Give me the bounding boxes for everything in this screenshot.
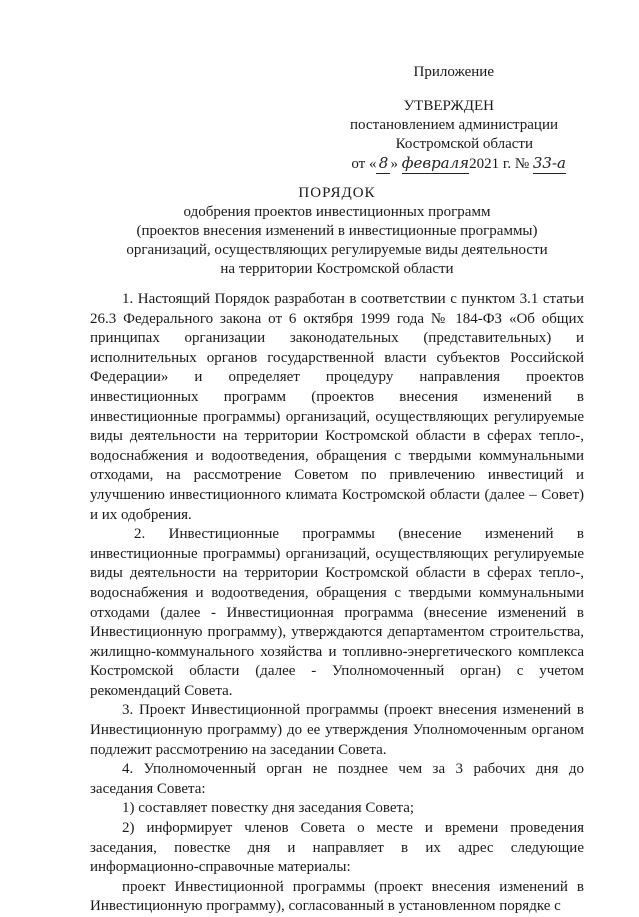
order-subtitle-3: организаций, осуществляющих регулируемые виды деятельности <box>126 242 548 258</box>
order-subtitle-1: одобрения проектов инвестиционных программ <box>183 204 491 220</box>
approval-date-line <box>260 153 566 174</box>
document-number: 33-а <box>532 154 566 172</box>
order-subtitle-4: на территории Костромской области <box>220 261 454 277</box>
date-year: 2021 г. № <box>469 156 530 172</box>
paragraph-1: 1. Настоящий Порядок разработан в соответствии с пунктом 3.1 статьи 26.3 Федерального закона от 6 октября 1999 года № 184-ФЗ «Об общих принципах организации законодательных (представительных) и исполнительных органов государственной власти субъектов Российской Федерации» и определяет процедуру направления проектов инвестиционных программ (проектов внесения изменений в инвестиционные программы) организаций, осуществляющих регулируемые виды деятельности на территории Костромской области в сферах тепло-, водоснабжения и водоотведения, обращения с твердыми коммунальными отходами, на рассмотрение Советом по привлечению инвестиций и улучшению инвестиционного климата Костромской области (далее – Совет) и их одобрения. <box>90 291 584 523</box>
approval-title: УТВЕРЖДЕН <box>403 98 494 114</box>
document-body <box>90 290 584 917</box>
date-day: 8 <box>376 153 390 174</box>
paragraph-4-item-2: 2) информирует членов Совета о месте и времени проведения заседания, повестке дня и направляет в их адрес следующие информационно-справочные материалы: <box>90 820 584 876</box>
paragraph-4-item-2-sub: проект Инвестиционной программы (проект внесения изменений в Инвестиционную программу), согласованный в установленном порядке с <box>90 878 584 915</box>
paragraph-3: 3. Проект Инвестиционной программы (проект внесения изменений в Инвестиционную программу) до ее утверждения Уполномоченным органом подлежит рассмотрению на заседании Совета. <box>90 702 584 758</box>
order-title: ПОРЯДОК <box>298 185 376 201</box>
date-month: февраля <box>401 154 470 172</box>
appendix-label: Приложение <box>413 64 494 80</box>
paragraph-2: 2. Инвестиционные программы (внесение изменений в инвестиционные программы) организаций, осуществляющих регулируемые виды деятельности на территории Костромской области в сферах тепло-, водоснабжения и водоотведения, обращения с твердыми коммунальными отходами (далее - Инвестиционная программа (внесение изменений в Инвестиционную программу), утверждаются департаментом строительства, жилищно-коммунального хозяйства и топливно-энергетического комплекса Костромской области (далее - Уполномоченный орган) с учетом рекомендаций Совета. <box>90 526 584 699</box>
date-mid: » <box>390 156 398 172</box>
approval-line-1: постановлением администрации <box>350 117 558 133</box>
paragraph-4: 4. Уполномоченный орган не позднее чем за 3 рабочих дня до заседания Совета: <box>90 761 584 797</box>
order-subtitle-2: (проектов внесения изменений в инвестиционные программы) <box>136 223 538 239</box>
paragraph-4-item-1: 1) составляет повестку дня заседания Совета; <box>122 800 415 817</box>
approval-line-2: Костромской области <box>395 136 533 152</box>
date-prefix: от « <box>351 156 377 172</box>
